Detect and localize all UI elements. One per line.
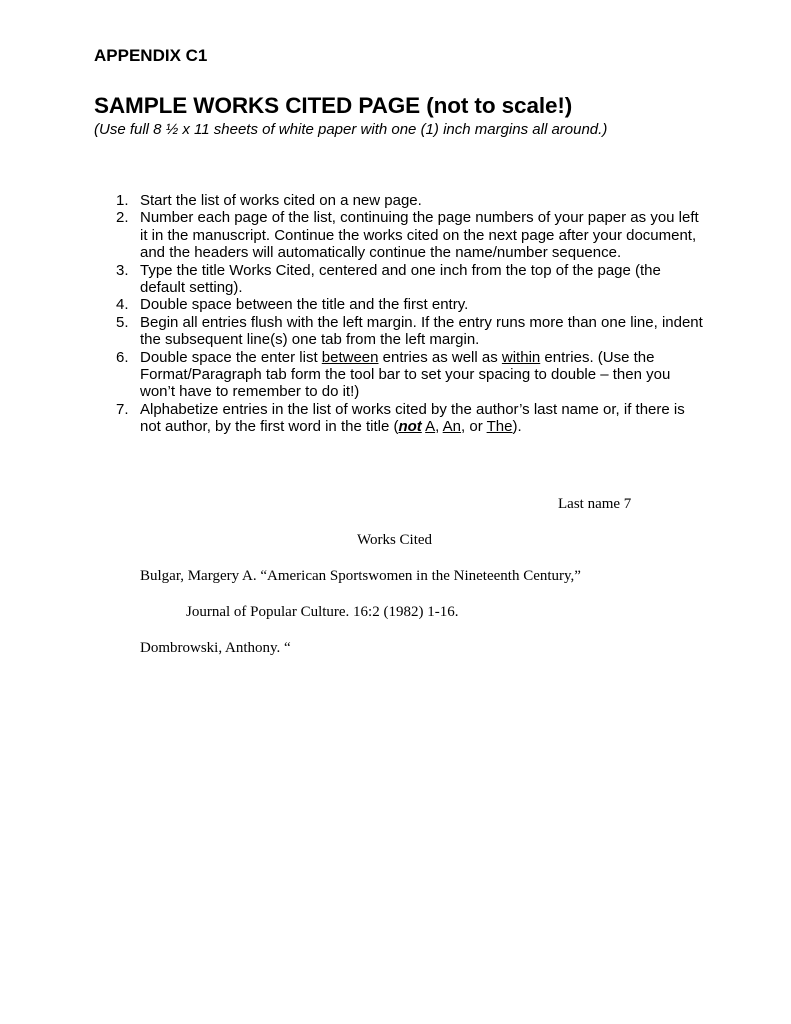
underlined-word-the: The — [486, 418, 513, 436]
item-text: Type the title Works Cited, centered and one inch from the top of the page (the default setting). — [140, 261, 661, 297]
item-text: Number each page of the list, continuing the page numbers of your paper as you left it in the manuscript. Continue the works cited on the next page after your document, and the headers will automatically continue the name/number sequence. — [140, 209, 699, 262]
item-number: 1. — [116, 192, 129, 209]
page-subtitle: (Use full 8 ½ x 11 sheets of white paper with one (1) inch margins all around.) — [94, 121, 608, 138]
page-title: SAMPLE WORKS CITED PAGE (not to scale!) — [94, 93, 573, 118]
instruction-item — [116, 401, 706, 436]
underlined-word-a: A — [425, 418, 436, 436]
works-cited-title: Works Cited — [357, 532, 433, 548]
item-number: 3. — [116, 261, 129, 279]
running-header: Last name 7 — [558, 496, 632, 512]
item-number: 6. — [116, 348, 129, 366]
item-number: 2. — [116, 209, 129, 227]
underlined-word-within: within — [501, 348, 541, 366]
instruction-item — [116, 192, 706, 209]
item-text: Double space the enter list between entries as well as within entries. (Use the Format/Paragraph tab form the tool bar to set your spacing to double – then you won’t have to remember to do it!) — [140, 348, 671, 401]
instruction-item — [116, 209, 706, 261]
instructions-list — [116, 192, 706, 436]
item-text: Start the list of works cited on a new page. — [140, 192, 422, 209]
instruction-item — [116, 314, 706, 349]
instruction-item — [116, 262, 706, 297]
citation-entry-first-line: Bulgar, Margery A. “American Sportswomen in the Nineteenth Century,” — [140, 568, 581, 584]
underlined-word-an: An — [442, 418, 462, 436]
instruction-item — [116, 296, 706, 313]
underlined-word-between: between — [321, 348, 379, 366]
item-number: 7. — [116, 400, 129, 418]
item-text: Begin all entries flush with the left margin. If the entry runs more than one line, indent the subsequent line(s) one tab from the left margin. — [140, 313, 703, 349]
instruction-item — [116, 349, 706, 401]
item-text: Alphabetize entries in the list of works cited by the author’s last name or, if there is not author, by the first word in the title (not A, An, or The). — [140, 400, 685, 436]
emphasized-word-not: not — [398, 418, 422, 436]
citation-entry-continuation: Journal of Popular Culture. 16:2 (1982) 1-16. — [186, 604, 459, 620]
item-text: Double space between the title and the first entry. — [140, 296, 469, 314]
item-number: 4. — [116, 296, 129, 314]
item-number: 5. — [116, 313, 129, 331]
appendix-label: APPENDIX C1 — [94, 46, 208, 65]
citation-entry-first-line: Dombrowski, Anthony. “ — [140, 640, 291, 656]
